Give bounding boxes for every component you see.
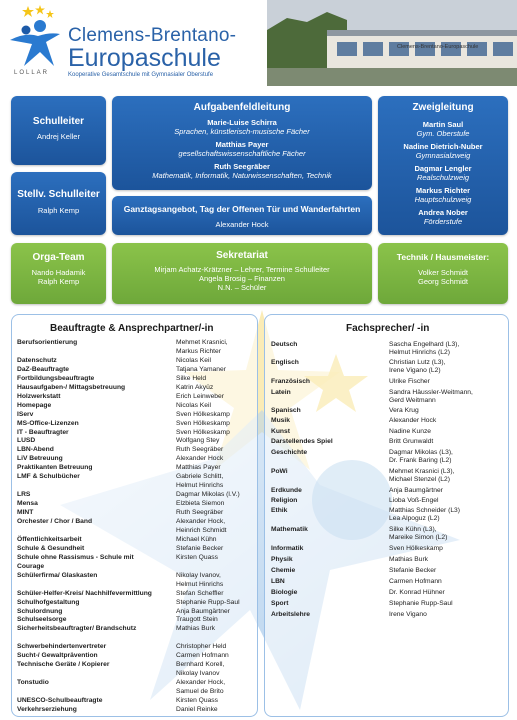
schulleiter-title: Schulleiter [32, 116, 85, 127]
beauftragte-person: Mehmet Krasnici, [176, 339, 228, 346]
beauftragte-person: Ruth Seegräber [176, 509, 224, 517]
beauftragte-person: Wolfgang Stey [176, 437, 220, 445]
beauftragte-person: Sven Hölkeskamp [176, 410, 230, 418]
fachsprecher-person: Carmen Hofmann [389, 578, 442, 585]
aufgaben-name-2: Matthias Payer [215, 140, 269, 149]
fachsprecher-subject: PoWi [271, 468, 288, 475]
beauftragte-person: Elzbieta Siemon [176, 500, 225, 508]
school-name-line1: Clemens-Brentano- [68, 25, 237, 46]
beauftragte-person: Sven Hölkeskamp [176, 428, 230, 436]
fachsprecher-subject: Deutsch [271, 341, 298, 348]
fachsprecher-person: Sandra Häussler-Weitmann, [389, 389, 473, 396]
beauftragte-title: Beauftragte & Ansprechpartner/-in [50, 323, 214, 334]
fachsprecher-person: Mareike Simon (L2) [389, 534, 448, 541]
fachsprecher-person: Helmut Hinrichs (L2) [389, 349, 450, 356]
beauftragte-role: Schulhofgestaltung [17, 598, 80, 606]
beauftragte-role: IServ [17, 410, 34, 418]
beauftragte-role: MINT [17, 509, 34, 517]
fachsprecher-person: Silke Kühn (L3), [389, 526, 437, 533]
fachsprecher-person: Sven Hölkeskamp [389, 545, 443, 552]
beauftragte-person: Tatjana Yamaner [176, 365, 226, 373]
sekretariat-title: Sekretariat [216, 250, 268, 261]
beauftragte-role: Verkehrserziehung [17, 705, 77, 713]
fachsprecher-title: Fachsprecher/ -in [346, 323, 430, 334]
fachsprecher-person: Dr. Frank Baring (L2) [389, 457, 452, 464]
school-logo [6, 4, 62, 74]
beauftragte-person: Stephanie Rupp-Saul [176, 598, 240, 606]
stellv-title: Stellv. Schulleiter [17, 189, 100, 200]
beauftragte-person: Heinrich Schmidt [176, 526, 227, 534]
technik-box [378, 243, 508, 304]
fachsprecher-subject: Ethik [271, 507, 288, 514]
fachsprecher-subject: Spanisch [271, 407, 301, 414]
ganztag-box [112, 196, 372, 235]
sekretariat-line-3: N.N. – Schüler [217, 283, 267, 292]
beauftragte-role: Datenschutz [17, 356, 57, 364]
zweig-name-3: Dagmar Lengler [414, 164, 472, 173]
beauftragte-role: LRS [17, 491, 31, 499]
ganztag-title: Ganztagsangebot, Tag der Offenen Tür und Wanderfahrten [123, 204, 361, 214]
beauftragte-person: Alexander Hock, [176, 518, 226, 525]
beauftragte-role: LUSD [17, 437, 36, 445]
fachsprecher-person: Alexander Hock [389, 417, 437, 424]
beauftragte-role: Berufsorientierung [17, 339, 78, 346]
beauftragte-role: LBN-Abend [17, 446, 54, 454]
beauftragte-role: Schülerfirma/ Glaskasten [17, 571, 98, 579]
technik-title: Technik / Hausmeister: [396, 252, 490, 262]
technik-name-2: Georg Schmidt [417, 277, 469, 286]
fachsprecher-subject: Darstellendes Spiel [271, 438, 333, 445]
beauftragte-person: Alexander Hock [176, 455, 224, 463]
aufgaben-desc-3: Mathematik, Informatik, Naturwissenschaften, Technik [152, 171, 332, 180]
beauftragte-role: IT - Beauftragter [17, 428, 69, 436]
beauftragte-person: Nicolas Keil [176, 401, 211, 409]
beauftragte-person: Stefanie Becker [176, 544, 224, 552]
beauftragte-person: Gabriele Schlitt, [176, 473, 224, 481]
photo-sign-text: Clemens-Brentano-Europaschule [397, 44, 479, 50]
fachsprecher-person: Britt Grunwaldt [389, 438, 434, 445]
fachsprecher-subject: Physik [271, 556, 293, 563]
beauftragte-person: Matthias Payer [176, 464, 221, 472]
orga-name-1: Nando Hadamik [31, 268, 86, 277]
fachsprecher-person: Mathias Burk [389, 556, 429, 563]
zweig-desc-2: Gymnasialzweig [415, 151, 471, 160]
orga-team-box [11, 243, 106, 304]
fachsprecher-subject: Kunst [271, 428, 290, 435]
stellv-name: Ralph Kemp [37, 206, 80, 215]
zweig-name-2: Nadine Dietrich-Nuber [403, 142, 483, 151]
zweig-desc-5: Förderstufe [423, 217, 463, 226]
beauftragte-role: LMF & Schulbücher [17, 473, 80, 481]
beauftragte-person: Erich Leinweber [176, 392, 224, 400]
beauftragte-person: Markus Richter [176, 347, 221, 355]
beauftragte-role: Courage [17, 562, 45, 570]
beauftragte-role: LiV Betreuung [17, 455, 63, 463]
beauftragte-person: Bernhard Korell, [176, 661, 225, 669]
beauftragte-role: UNESCO-Schulbeauftragte [17, 697, 103, 704]
beauftragte-person: Katrin Akyüz [176, 383, 214, 391]
aufgaben-name-3: Ruth Seegräber [214, 162, 270, 171]
beauftragte-role: Schüler-Helfer-Kreis/ Nachhilfevermittlung [17, 589, 152, 597]
fachsprecher-person: Stephanie Rupp-Saul [389, 600, 453, 607]
zweig-name-5: Andrea Nober [418, 208, 468, 217]
fachsprecher-panel [264, 314, 509, 717]
sekretariat-line-1: Mirjam Achatz-Krätzner – Lehrer, Termine Schulleiter [154, 265, 330, 274]
beauftragte-person: Daniel Reinke [176, 705, 218, 713]
beauftragte-role: Schulseelsorge [17, 616, 67, 624]
beauftragte-role: Hausaufgaben-/ Mittagsbetreuung [17, 383, 126, 391]
school-subtitle: Kooperative Gesamtschule mit Gymnasialer Oberstufe [68, 72, 214, 78]
fachsprecher-subject: LBN [271, 578, 285, 585]
beauftragte-person: Sven Hölkeskamp [176, 419, 230, 427]
fachsprecher-subject: Musik [271, 417, 290, 424]
beauftragte-person: Michael Kühn [176, 535, 217, 543]
fachsprecher-person: Gerd Weitmann [389, 397, 436, 404]
fachsprecher-subject: Latein [271, 389, 291, 396]
beauftragte-role: Sucht-/ Gewaltprävention [17, 652, 98, 660]
beauftragte-person: Dagmar Mikolas (l.V.) [176, 491, 240, 499]
beauftragte-person: Nikolay Ivanov [176, 670, 220, 678]
fachsprecher-person: Matthias Schneider (L3) [389, 507, 460, 514]
school-building-photo [267, 0, 517, 86]
fachsprecher-person: Christian Lutz (L3), [389, 359, 446, 366]
fachsprecher-person: Michael Stenzel (L2) [389, 476, 450, 483]
fachsprecher-person: Vera Krug [389, 407, 419, 414]
fachsprecher-person: Lea Alpoguz (L2) [389, 515, 440, 522]
beauftragte-person: Helmut Hinrichs [176, 580, 224, 588]
beauftragte-person: Anja Baumgärtner [176, 607, 230, 615]
zweig-desc-3: Realschulzweig [416, 173, 470, 182]
beauftragte-role: Fortbildungsbeauftragte [17, 374, 95, 382]
aufgaben-desc-1: Sprachen, künstlerisch-musische Fächer [174, 127, 310, 136]
fachsprecher-person: Dagmar Mikolas (L3), [389, 449, 453, 456]
schulleiter-name: Andrej Keller [37, 132, 80, 141]
technik-name-1: Volker Schmidt [417, 268, 469, 277]
beauftragte-role: MS-Office-Lizenzen [17, 419, 79, 427]
beauftragte-role: Praktikanten Betreuung [17, 464, 93, 472]
fachsprecher-subject: Arbeitslehre [271, 611, 311, 618]
fachsprecher-person: Irene Vigano [389, 611, 427, 618]
fachsprecher-subject: Sport [271, 600, 289, 607]
beauftragte-person: Christopher Held [176, 643, 227, 651]
beauftragte-person: Nicolas Keil [176, 356, 211, 364]
aufgaben-title: Aufgabenfeldleitung [193, 102, 291, 113]
fachsprecher-person: Dr. Konrad Hühner [389, 589, 445, 596]
beauftragte-role: Tonstudio [17, 679, 49, 687]
beauftragte-person: Kirsten Quass [176, 553, 218, 561]
fachsprecher-subject: Religion [271, 497, 298, 504]
beauftragte-role: Schulordnung [17, 607, 63, 615]
beauftragte-role: Technische Geräte / Kopierer [17, 661, 110, 669]
beauftragte-person: Silke Held [176, 374, 207, 382]
beauftragte-role: Schule ohne Rassismus - Schule mit [17, 553, 134, 561]
fachsprecher-person: Lioba Voß-Engel [389, 497, 439, 504]
beauftragte-person: Samuel de Brito [176, 688, 224, 696]
zweig-name-4: Markus Richter [415, 186, 471, 195]
fachsprecher-subject: Französisch [271, 378, 311, 385]
fachsprecher-subject: Biologie [271, 589, 298, 596]
fachsprecher-subject: Informatik [271, 545, 304, 552]
zweig-desc-1: Gym. Oberstufe [416, 129, 470, 138]
fachsprecher-subject: Chemie [271, 567, 296, 574]
beauftragte-role: Öffentlichkeitsarbeit [17, 535, 82, 543]
orga-name-2: Ralph Kemp [37, 277, 80, 286]
aufgaben-desc-2: gesellschaftswissenschaftliche Fächer [178, 149, 306, 158]
beauftragte-role: Schwerbehindertenvertreter [17, 643, 107, 651]
aufgabenfeldleitung-box [112, 96, 372, 190]
fachsprecher-person: Anja Baumgärtner [389, 487, 443, 494]
beauftragte-person: Helmut Hinrichs [176, 482, 224, 490]
beauftragte-role: DaZ-Beauftragte [17, 365, 70, 373]
beauftragte-person: Ruth Seegräber [176, 446, 224, 454]
fachsprecher-subject: Mathematik [271, 526, 308, 533]
fachsprecher-subject: Geschichte [271, 449, 308, 456]
school-name-line2: Europaschule [68, 44, 221, 72]
beauftragte-person: Nikolay Ivanov, [176, 571, 221, 579]
beauftragte-person: Stefan Scheffler [176, 589, 224, 597]
fachsprecher-person: Nadine Kunze [389, 428, 432, 435]
zweig-title: Zweigleitung [412, 102, 474, 113]
beauftragte-role: Mensa [17, 500, 38, 508]
beauftragte-person: Traugott Stein [176, 616, 218, 624]
fachsprecher-person: Irene Vigano (L2) [389, 367, 441, 374]
zweig-name-1: Martin Saul [422, 120, 464, 129]
beauftragte-person: Kirsten Quass [176, 697, 218, 704]
beauftragte-role: Sicherheitsbeauftragter/ Brandschutz [17, 625, 137, 633]
stellv-schulleiter-box [11, 172, 106, 235]
beauftragte-person: Alexander Hock, [176, 679, 226, 687]
beauftragte-role: Orchester / Chor / Band [17, 518, 93, 525]
beauftragte-person: Carmen Hofmann [176, 652, 229, 660]
beauftragte-role: Holzwerkstatt [17, 392, 61, 400]
fachsprecher-person: Sascha Engelhard (L3), [389, 341, 460, 348]
beauftragte-role: Homepage [17, 401, 52, 409]
fachsprecher-subject: Erdkunde [271, 487, 302, 494]
sekretariat-box [112, 243, 372, 304]
fachsprecher-person: Stefanie Becker [389, 567, 437, 574]
aufgaben-name-1: Marie-Luise Schirra [207, 118, 277, 127]
zweig-desc-4: Hauptschulzweig [414, 195, 472, 204]
beauftragte-role: Schule & Gesundheit [17, 544, 85, 552]
fachsprecher-subject: Englisch [271, 359, 299, 366]
sekretariat-line-2: Angela Brosig – Finanzen [199, 274, 285, 283]
beauftragte-person: Mathias Burk [176, 625, 216, 633]
ganztag-name: Alexander Hock [215, 220, 269, 229]
fachsprecher-person: Ulrike Fischer [389, 378, 430, 385]
town-label: LOLLAR [14, 70, 50, 76]
zweigleitung-box [378, 96, 508, 235]
orga-title: Orga-Team [32, 252, 85, 263]
fachsprecher-person: Mehmet Krasnici (L3), [389, 468, 455, 475]
schulleiter-box [11, 96, 106, 165]
